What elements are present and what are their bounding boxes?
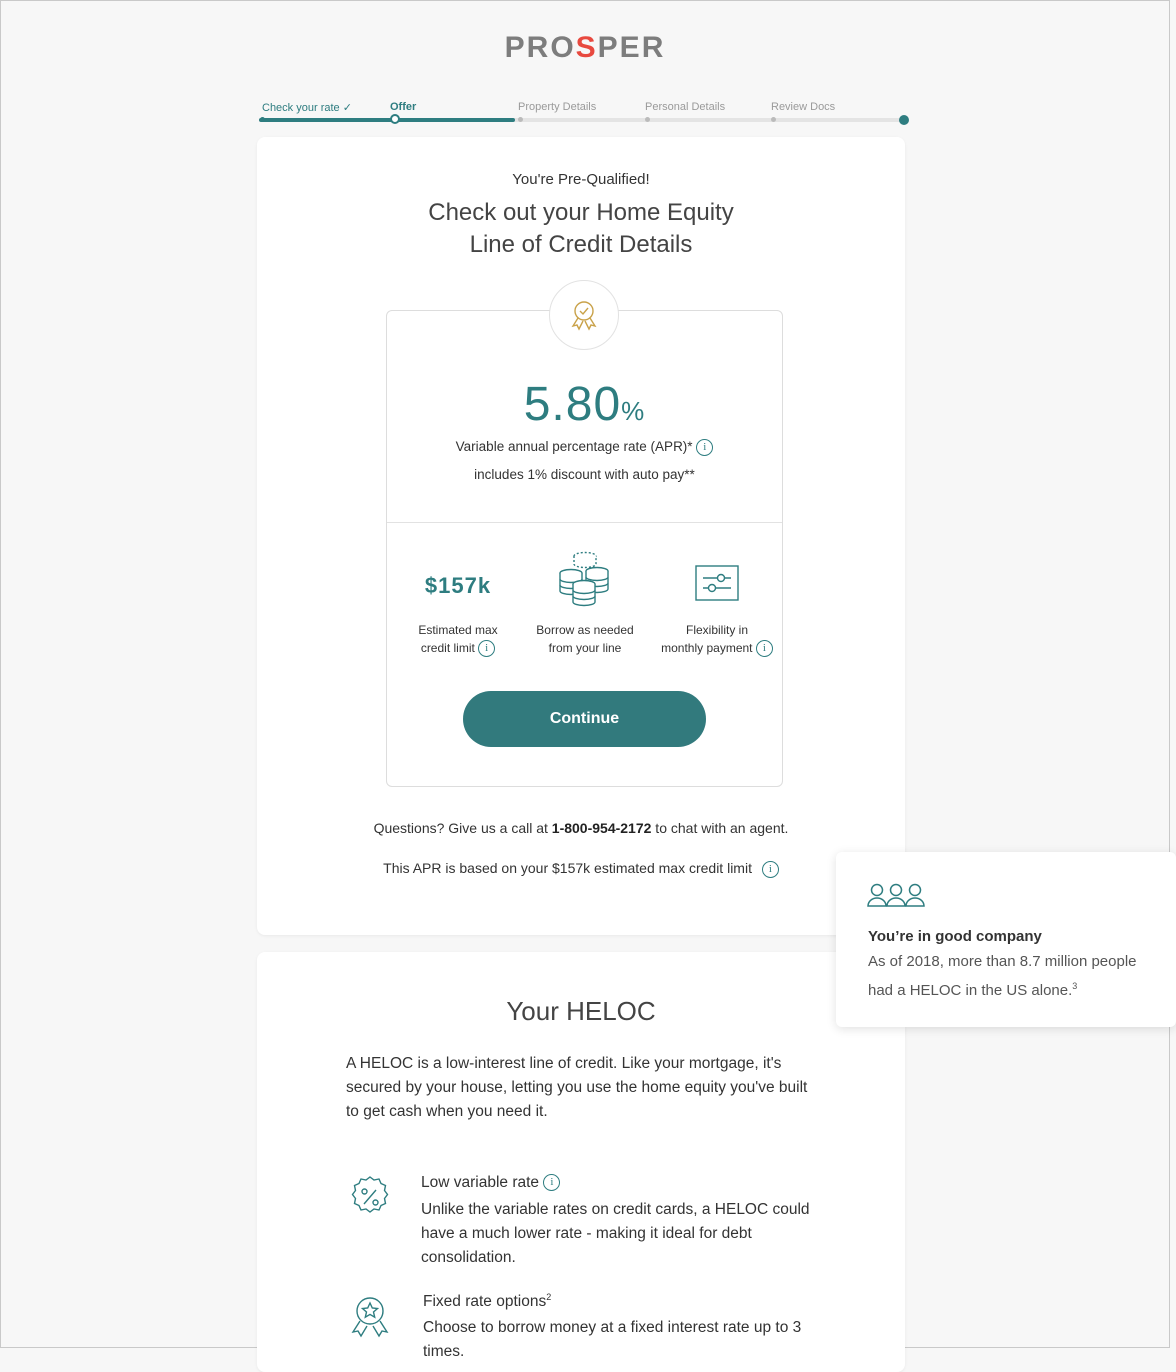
good-company-body-text: As of 2018, more than 8.7 million people had a HELOC in the US alone. [868, 953, 1137, 999]
step-offer: Offer [390, 101, 417, 113]
apr-description [387, 439, 782, 456]
phone-number-link[interactable]: 1-800-954-2172 [551, 820, 652, 836]
good-company-card [836, 852, 1176, 1027]
apr-note [257, 860, 905, 878]
feature-flexible-payment [649, 551, 785, 657]
continue-button[interactable]: Continue [463, 691, 706, 747]
low-rate-heading-text: Low variable rate [421, 1174, 540, 1191]
credit-limit-value: $157k [424, 573, 492, 598]
divider [387, 522, 782, 523]
feature-borrow-as-needed [520, 551, 650, 657]
fixed-rate-text: Choose to borrow money at a fixed interest rate up to 3 times. [423, 1319, 802, 1360]
fixed-rate-heading [423, 1292, 551, 1311]
step-dot-current [390, 114, 400, 124]
good-company-footnote: 3 [1072, 981, 1078, 991]
headline-line-1: Check out your Home Equity [428, 199, 734, 226]
questions-text [257, 820, 905, 836]
questions-pre: Questions? Give us a call at [373, 820, 552, 836]
borrow-label-line1: Borrow as needed [536, 623, 634, 637]
apr-note-info-icon[interactable]: i [762, 861, 779, 878]
star-ribbon-icon [347, 1294, 393, 1345]
credit-limit-label-line1: Estimated max [418, 623, 498, 637]
apr-description-text: Variable annual percentage rate (APR)* [455, 439, 693, 455]
page-title [257, 197, 905, 261]
fixed-rate-footnote: 2 [546, 1292, 552, 1302]
apr-note-text: This APR is based on your $157k estimated max credit limit [383, 860, 752, 876]
flex-label-line1: Flexibility in [685, 623, 748, 637]
heloc-card [257, 952, 905, 1372]
badge-ribbon-icon [549, 280, 619, 350]
good-company-body [868, 950, 1158, 1003]
logo-text-prefix: PRO [504, 31, 576, 64]
step-property-details: Property Details [518, 101, 597, 113]
step-review-docs: Review Docs [771, 101, 836, 113]
feature-credit-limit [393, 551, 523, 657]
progress-fill [259, 118, 515, 122]
fixed-rate-heading-text: Fixed rate options [423, 1293, 547, 1311]
coin-stacks-icon [520, 551, 650, 613]
heloc-title: Your HELOC [506, 996, 656, 1026]
borrow-label-line2: from your line [548, 641, 622, 655]
flex-payment-label [649, 621, 785, 657]
percent-badge-icon [347, 1174, 393, 1225]
step-dot-5 [771, 117, 776, 122]
credit-limit-label [393, 621, 523, 657]
flex-payment-info-icon[interactable]: i [756, 640, 773, 657]
logo-text-suffix: PER [597, 31, 666, 64]
step-dot-1 [260, 117, 265, 122]
heloc-description: A HELOC is a low-interest line of credit. Like your mortgage, it's secured by your house, letting you use the home equity you've built to get cash when you need it. [346, 1055, 808, 1120]
apr-rate-unit: % [621, 396, 646, 426]
credit-limit-label-line2: credit limit [420, 641, 475, 655]
good-company-title: You’re in good company [868, 928, 1042, 945]
logo-s-mark: S [575, 31, 598, 64]
step-dot-end [899, 115, 909, 125]
apr-rate [387, 377, 782, 432]
apr-info-icon[interactable]: i [696, 439, 713, 456]
credit-limit-info-icon[interactable]: i [478, 640, 495, 657]
step-dot-4 [645, 117, 650, 122]
flex-label-line2: monthly payment [661, 641, 753, 655]
autopay-discount-text: includes 1% discount with auto pay** [474, 467, 695, 482]
step-personal-details: Personal Details [645, 101, 726, 113]
low-rate-info-icon[interactable]: i [543, 1174, 560, 1191]
questions-post: to chat with an agent. [651, 820, 789, 836]
offer-card [257, 137, 905, 935]
step-dot-3 [518, 117, 523, 122]
borrow-label [520, 621, 650, 657]
apr-rate-value: 5.80 [523, 378, 622, 431]
prequalified-text: You're Pre-Qualified! [512, 171, 650, 188]
people-group-icon [867, 882, 925, 913]
offer-details-box [386, 310, 783, 787]
low-rate-heading [421, 1174, 560, 1192]
progress-stepper [259, 99, 909, 129]
sliders-icon [649, 551, 785, 613]
prosper-logo[interactable] [1, 31, 1169, 65]
low-rate-text: Unlike the variable rates on credit cards, a HELOC could have a much lower rate - making it ideal for debt consolidation. [421, 1201, 810, 1266]
step-check-your-rate[interactable]: Check your rate ✓ [262, 102, 352, 114]
headline-line-2: Line of Credit Details [469, 231, 693, 258]
